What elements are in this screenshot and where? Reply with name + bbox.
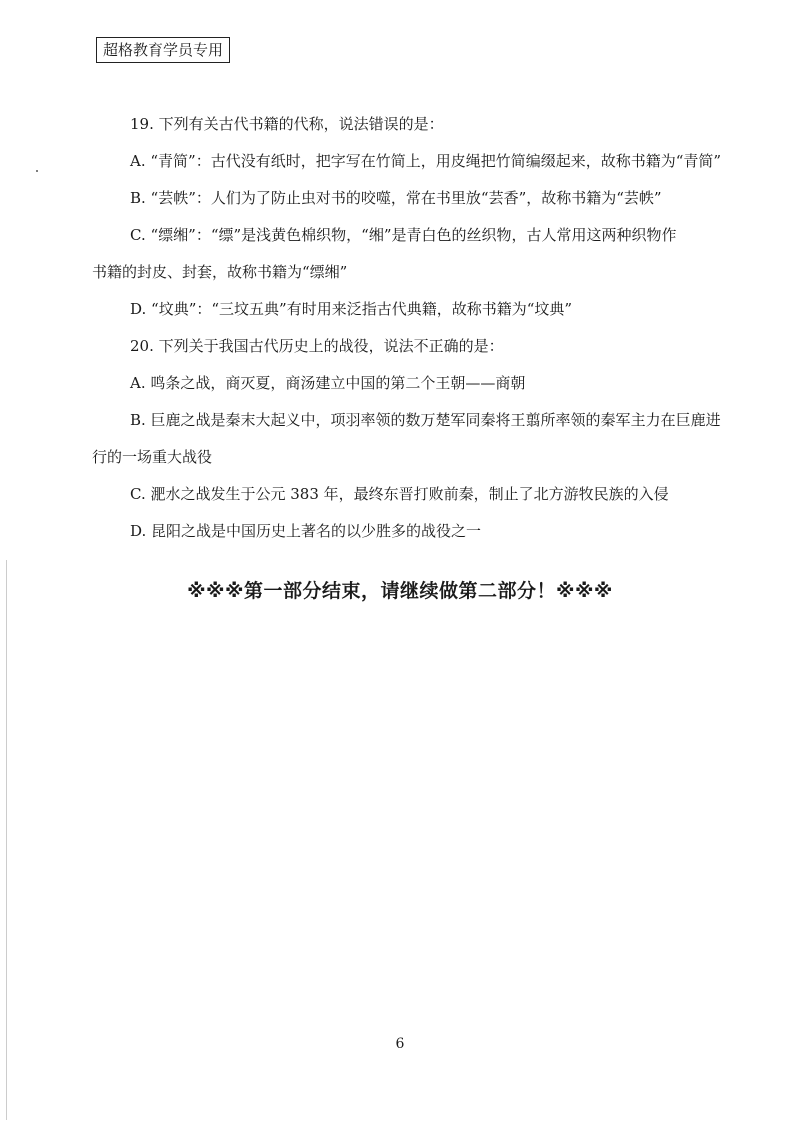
option-b: B. 巨鹿之战是秦末大起义中，项羽率领的数万楚军同秦将王翦所率领的秦军主力在巨鹿进	[130, 411, 721, 429]
option-b: B. “芸帙”：人们为了防止虫对书的咬噬，常在书里放“芸香”，故称书籍为“芸帙”	[130, 189, 662, 207]
option-a: A. “青简”：古代没有纸时，把字写在竹简上，用皮绳把竹简编缀起来，故称书籍为“青简”	[130, 152, 722, 170]
header-label: 超格教育学员专用	[96, 37, 230, 63]
section-end-notice: ※※※第一部分结束，请继续做第二部分！※※※	[187, 580, 613, 602]
scan-speck	[36, 170, 38, 172]
question-stem: 19. 下列有关古代书籍的代称，说法错误的是：	[130, 115, 444, 133]
page-number: 6	[395, 1036, 405, 1052]
option-d: D. “坟典”：“三坟五典”有时用来泛指古代典籍，故称书籍为“坟典”	[130, 300, 573, 318]
option-c: C. 淝水之战发生于公元 383 年，最终东晋打败前秦，制止了北方游牧民族的入侵	[130, 485, 669, 503]
option-c-continued: 书籍的封皮、封套，故称书籍为“缥缃”	[92, 263, 348, 281]
question-list	[92, 106, 742, 550]
option-c: C. “缥缃”：“缥”是浅黄色棉织物，“缃”是青白色的丝织物，古人常用这两种织物作	[130, 226, 677, 244]
question-19	[92, 106, 742, 328]
option-a: A. 鸣条之战，商灭夏，商汤建立中国的第二个王朝——商朝	[130, 374, 526, 392]
option-b-continued: 行的一场重大战役	[92, 448, 213, 466]
question-stem: 20. 下列关于我国古代历史上的战役，说法不正确的是：	[130, 337, 504, 355]
option-d: D. 昆阳之战是中国历史上著名的以少胜多的战役之一	[130, 522, 482, 540]
question-20	[92, 328, 742, 550]
